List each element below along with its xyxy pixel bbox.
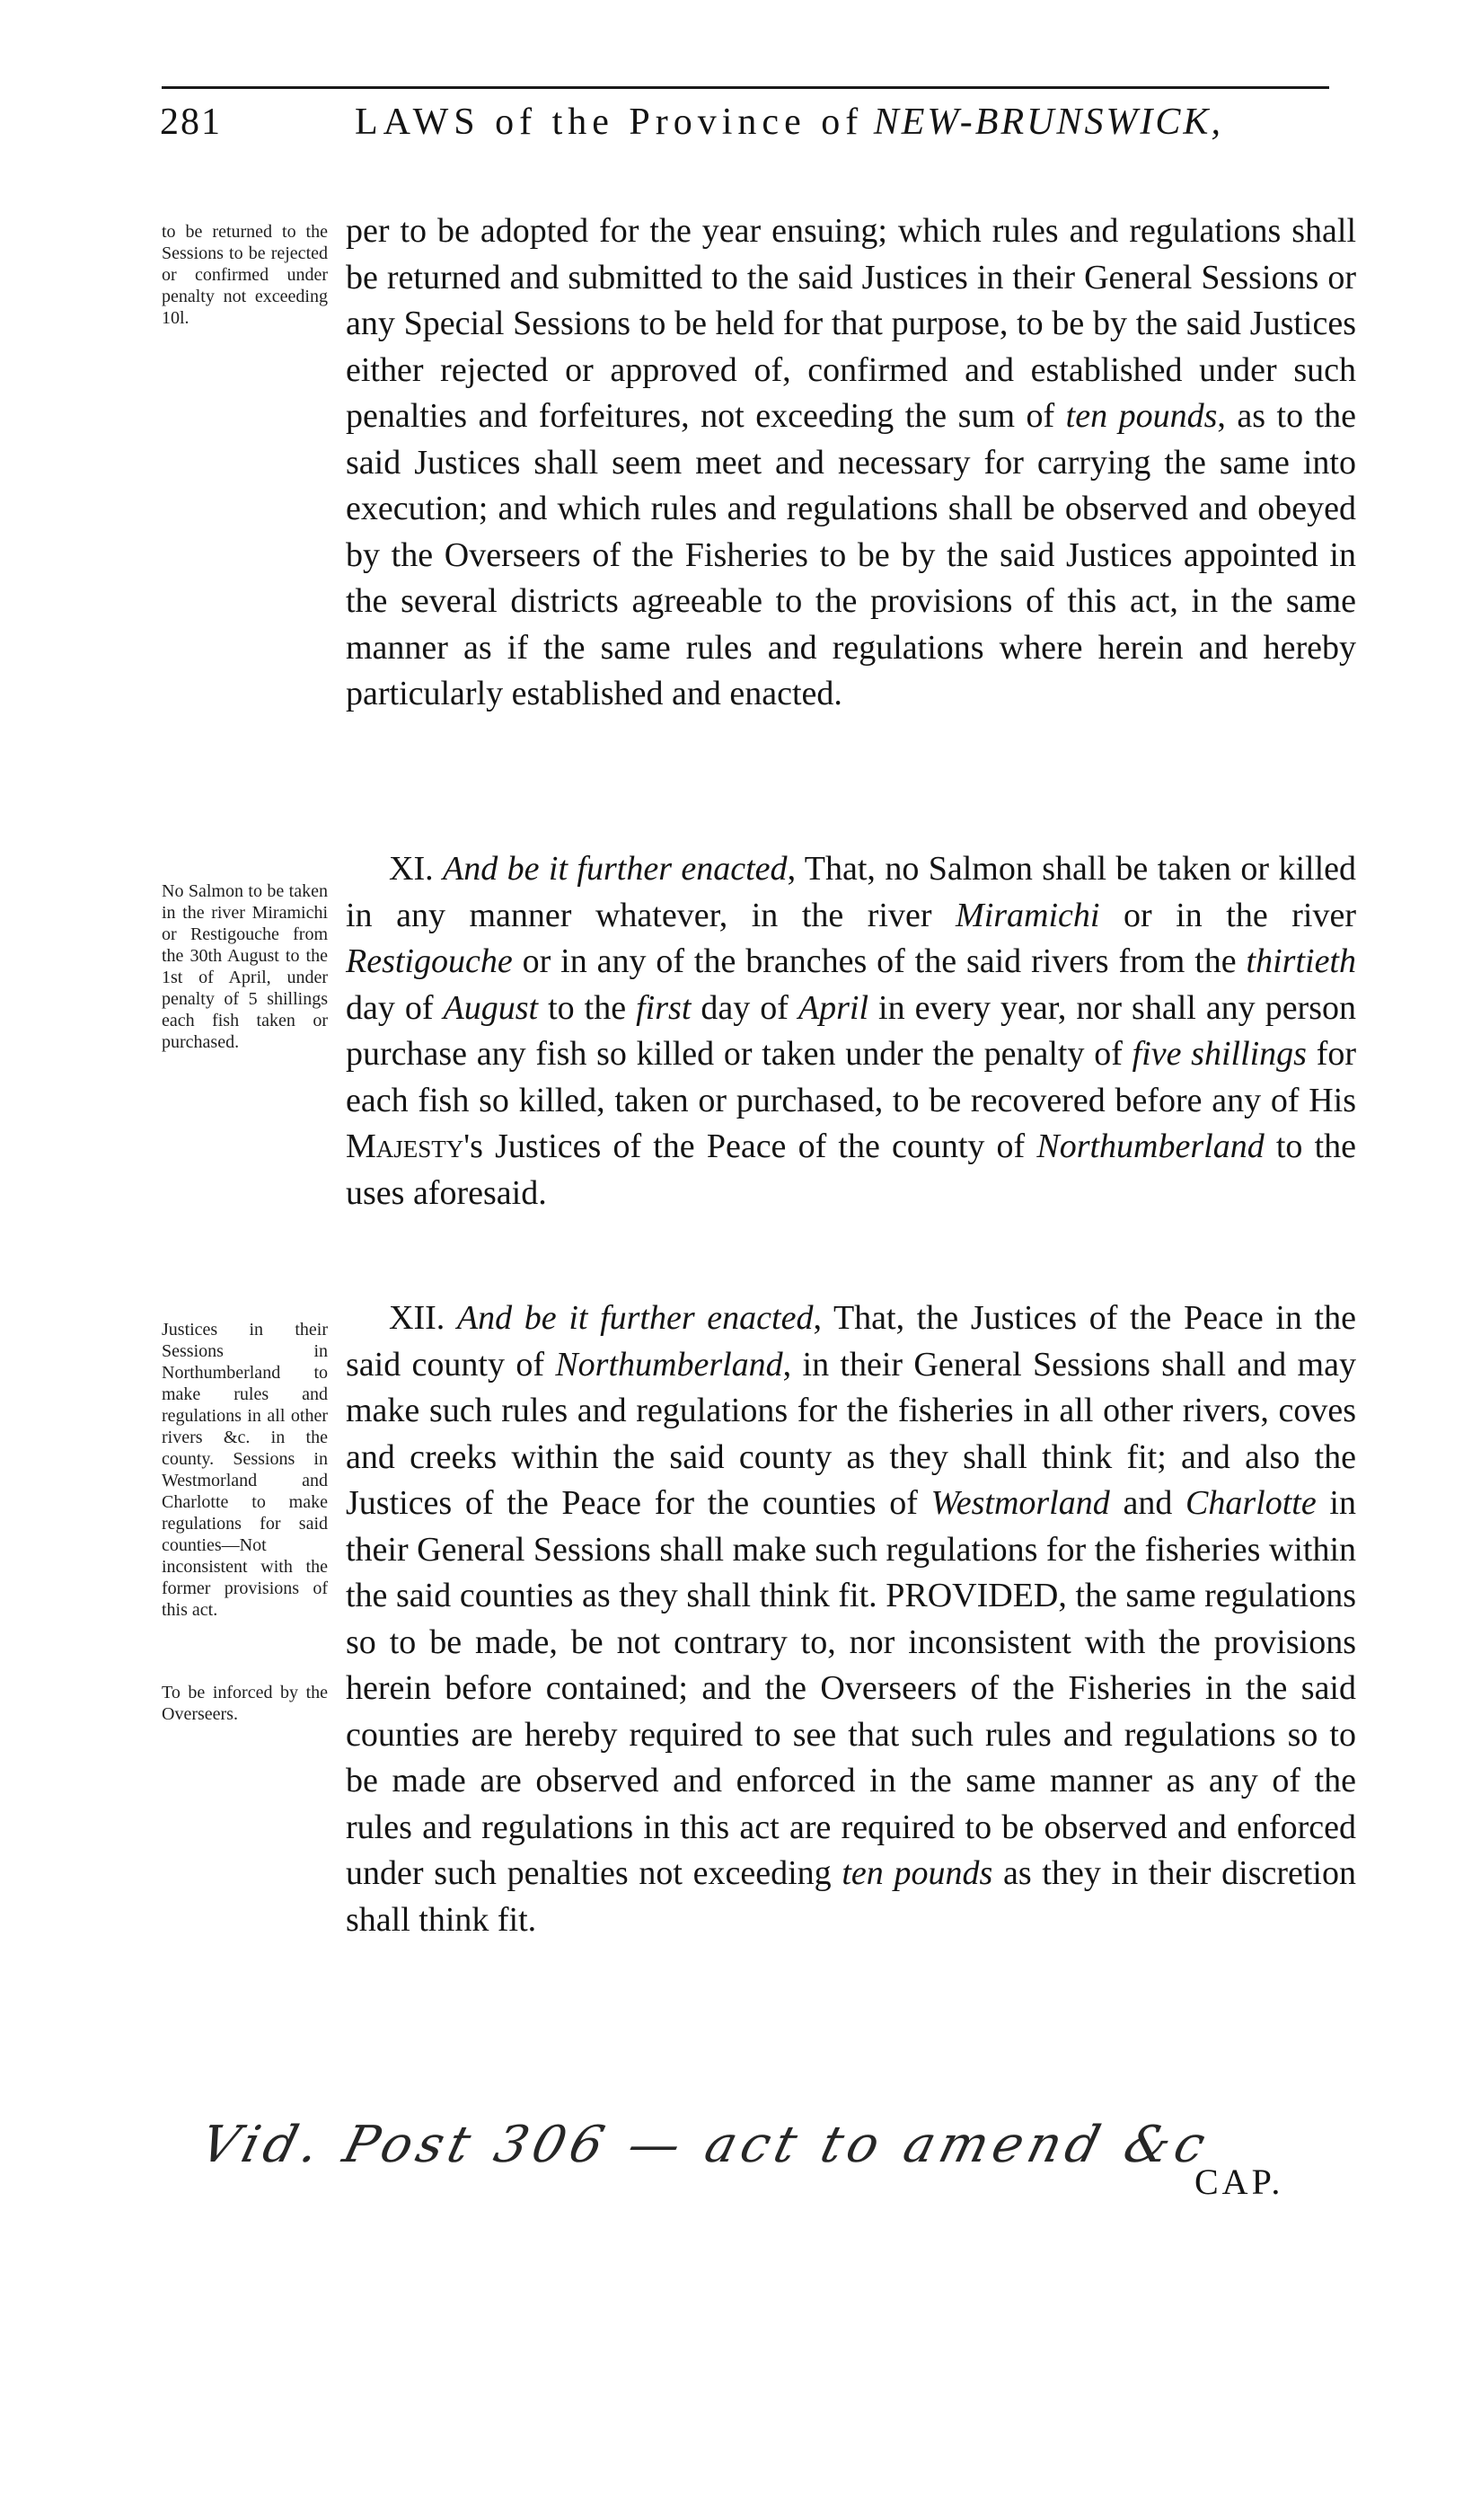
p3-text-c: and	[1109, 1484, 1186, 1522]
section-xi-number: XI.	[389, 850, 444, 888]
p2-text-b: or in the river	[1099, 896, 1356, 934]
p2-text-g: in every year, nor shall any person purchase any fish so killed or taken under the penalty of	[346, 988, 1356, 1073]
p2-thirtieth: thirtieth	[1246, 942, 1356, 980]
p1-text-a: per to be adopted for the year ensuing; which rules and regulations shall be returned and submitted to the said Justices in their General Sessions or any Special Sessions to be held for that purpose, to be by the said Justices either rejected or approved of, confirmed and established under such penalties and forfeitures, not exceeding the sum of	[346, 212, 1356, 435]
p1-text-c: , as to the said Justices shall seem meet and necessary for carrying the same into execution; and which rules and regulations shall be observed and obeyed by the Overseers of the Fisheries to be by the said Justices appointed in the several districts agreeable to the provisions of this act, in the same manner as if the same rules and regulations where herein and hereby particularly established and enacted.	[346, 397, 1356, 712]
margin-note-salmon: No Salmon to be taken in the river Miramichi or Restigouche from the 30th August to the 1st of April, under penalty of 5 shillings each fish taken or purchased.	[162, 881, 328, 1052]
p2-text-c: or in any of the branches of the said rivers from the	[512, 942, 1247, 980]
p2-first: first	[636, 988, 692, 1027]
p2-text-j: to the uses aforesaid.	[346, 1127, 1357, 1212]
section-xi-enacting-clause: And be it further enacted	[443, 850, 788, 888]
p3-westmorland: Westmorland	[930, 1484, 1110, 1522]
p1-ten-pounds: ten pounds	[1065, 397, 1218, 435]
section-xi	[346, 846, 1356, 1216]
p3-text-d: in their General Sessions shall make such regulations for the fisheries within the said counties as they shall think fit. PROVIDED, the same regulations so to be made, be not contrary to, nor inconsistent with the provisions herein before contained; and the Overseers of the Fisheries in the said counties are hereby required to see that such rules and regulations so to be made are observed and enforced in the same manner as any of the rules and regulations in this act are required to be observed and enforced under such penalties not exceeding	[346, 1484, 1356, 1892]
p3-text-b: , in their General Sessions shall and may make such rules and regulations for the fisheries in all other rivers, coves and creeks within the said county as they shall think fit; and also the Justices of the Peace for the counties of	[346, 1345, 1356, 1522]
margin-note-overseers: To be inforced by the Overseers.	[162, 1683, 328, 1724]
header-rule	[162, 86, 1329, 89]
margin-note-justices: Justices in their Sessions in Northumberland to make rules and regulations in all other rivers &c. in the county. Sessions in Westmorland and Charlotte to make regulations for said counties—Not inconsistent with the former provisions of this act.	[162, 1320, 328, 1620]
page-number: 281	[160, 102, 222, 143]
margin-note-returned: to be returned to the Sessions to be rejected or confirmed under penalty not exceeding 10l.	[162, 222, 328, 328]
p2-restigouche: Restigouche	[346, 942, 513, 980]
p3-northumberland: Northumberland	[555, 1345, 783, 1384]
running-head-province: NEW-BRUNSWICK,	[873, 102, 1223, 143]
section-xii-number: XII.	[389, 1299, 457, 1337]
p2-text-i: 's Justices of the Peace of the county of	[463, 1127, 1037, 1165]
catchword: CAP.	[1194, 2162, 1284, 2202]
section-xii-enacting-clause: And be it further enacted	[456, 1299, 814, 1337]
p3-text-e: as they in their discretion shall think fit.	[346, 1854, 1356, 1939]
p2-text-h: for each fish so killed, taken or purchased, to be recovered before any of His	[346, 1035, 1357, 1119]
section-xii	[346, 1295, 1356, 1943]
p2-april: April	[798, 988, 869, 1027]
handwritten-annotation: Vid. Post 306 — act to amend &c	[194, 2116, 1217, 2174]
running-head	[355, 101, 1343, 144]
p2-five-shillings: five shillings	[1132, 1035, 1307, 1073]
p2-miramichi: Miramichi	[956, 896, 1100, 934]
p2-text-a: , That, no Salmon shall be taken or killed in any manner whatever, in the river	[346, 850, 1356, 934]
p2-northumberland: Northumberland	[1036, 1127, 1265, 1165]
p3-charlotte: Charlotte	[1185, 1484, 1317, 1522]
p2-text-f: day of	[691, 988, 798, 1027]
p2-august: August	[443, 988, 539, 1027]
p2-text-e: to the	[538, 988, 637, 1027]
running-head-prefix: LAWS of the Province of	[355, 102, 864, 143]
paragraph-continuation	[346, 208, 1356, 718]
p3-text-a: , That, the Justices of the Peace in the said county of	[346, 1299, 1356, 1384]
p2-majesty: Majesty	[346, 1127, 464, 1165]
p3-ten-pounds: ten pounds	[842, 1854, 993, 1892]
p2-text-d: day of	[346, 988, 444, 1027]
